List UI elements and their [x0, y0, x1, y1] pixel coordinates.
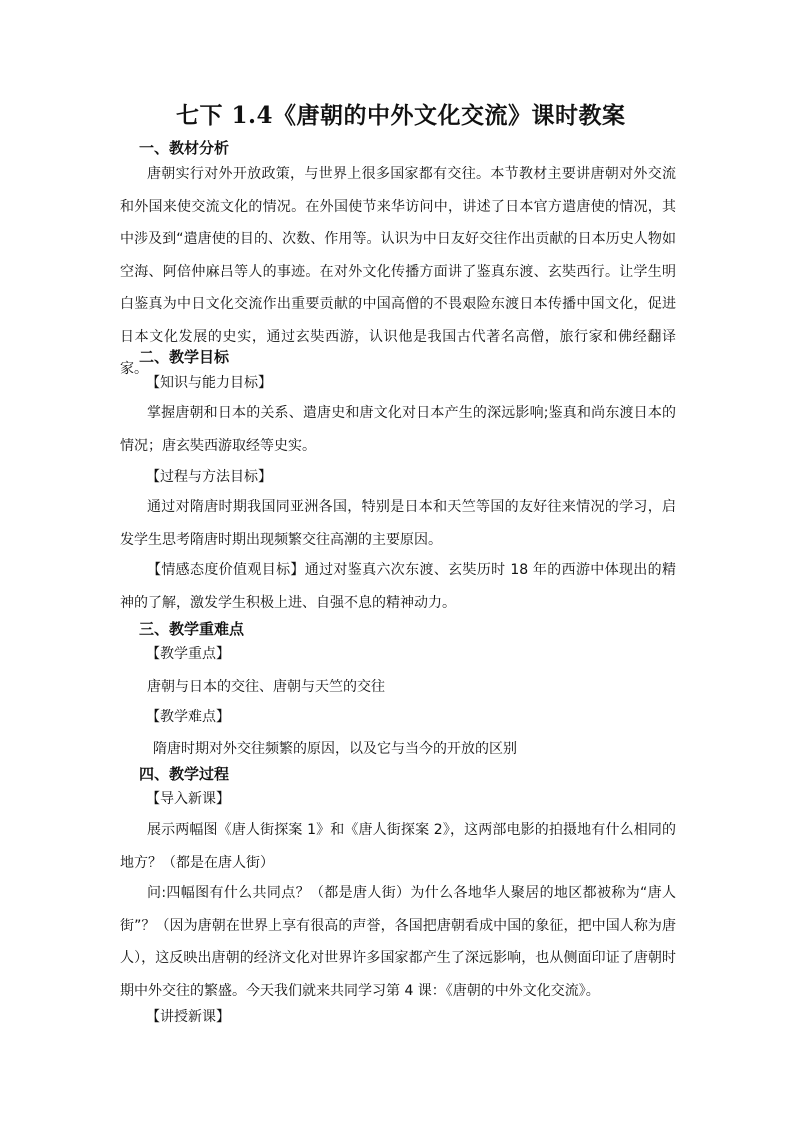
section-heading-process: 四、教学过程: [139, 765, 230, 783]
emotion-goal-text: 【情感态度价值观目标】通过对鉴真六次东渡、玄奘历时 18 年的西游中体现出的精神的了解，激发学生积极上进、自强不息的精神动力。: [120, 562, 676, 611]
section-heading-goals: 二、教学目标: [139, 348, 230, 366]
question-paragraph: 问:四幅图有什么共同点？（都是唐人街）为什么各地华人聚居的地区都被称为“唐人街”？（因为唐朝在世界上享有很高的声誉，各国把唐朝看成中国的象征，把中国人称为唐人），这反映出唐朝的经济文化对世界许多国家都产生了深远影响，也从侧面印证了唐朝时期中外交往的繁盛。今天我们就来共同学习第 4 课：《唐朝的中外文化交流》。: [120, 885, 676, 999]
section-heading-analysis: 一、教材分析: [139, 139, 230, 157]
intro-text: 展示两幅图《唐人街探案 1》和《唐人街探案 2》，这两部电影的拍摄地有什么相同的地方？（都是在唐人街）: [120, 822, 676, 871]
knowledge-goal-text: 掌握唐朝和日本的关系、遣唐史和唐文化对日本产生的深远影响;鉴真和尚东渡日本的情况；唐玄奘西游取经等史实。: [120, 405, 676, 454]
difficulty-label: 【教学难点】: [146, 709, 230, 725]
analysis-paragraph: 唐朝实行对外开放政策，与世界上很多国家都有交往。本节教材主要讲唐朝对外交流和外国来使交流文化的情况。在外国使节来华访问中，讲述了日本官方遣唐使的情况，其中涉及到“遣唐使的目的、次数、作用等。认识为中日友好交往作出贡献的日本历史人物如空海、阿倍仲麻吕等人的事迹。在对外文化传播方面讲了鉴真东渡、玄奘西行。让学生明白鉴真为中日文化交流作出重要贡献的中国高僧的不畏艰险东渡日本传播中国文化，促进日本文化发展的史实，通过玄奘西游，认识他是我国古代著名高僧，旅行家和佛经翻译家。: [120, 166, 676, 377]
section-heading-keypoints: 三、教学重难点: [139, 620, 245, 638]
focus-label: 【教学重点】: [146, 646, 230, 662]
new-lesson-label: 【讲授新课】: [146, 1009, 230, 1025]
process-goal-label: 【过程与方法目标】: [146, 469, 272, 485]
knowledge-goal-label: 【知识与能力目标】: [146, 375, 272, 391]
document-title: 七下 1.4《唐朝的中外文化交流》课时教案: [176, 102, 626, 129]
intro-label: 【导入新课】: [146, 791, 230, 807]
difficulty-text: 隋唐时期对外交往频繁的原因，以及它与当今的开放的区别: [153, 741, 517, 757]
process-goal-text: 通过对隋唐时期我国同亚洲各国，特别是日本和天竺等国的友好往来情况的学习，启发学生思考隋唐时期出现频繁交往高潮的主要原因。: [120, 499, 676, 548]
focus-text: 唐朝与日本的交往、唐朝与天竺的交往: [147, 679, 385, 695]
